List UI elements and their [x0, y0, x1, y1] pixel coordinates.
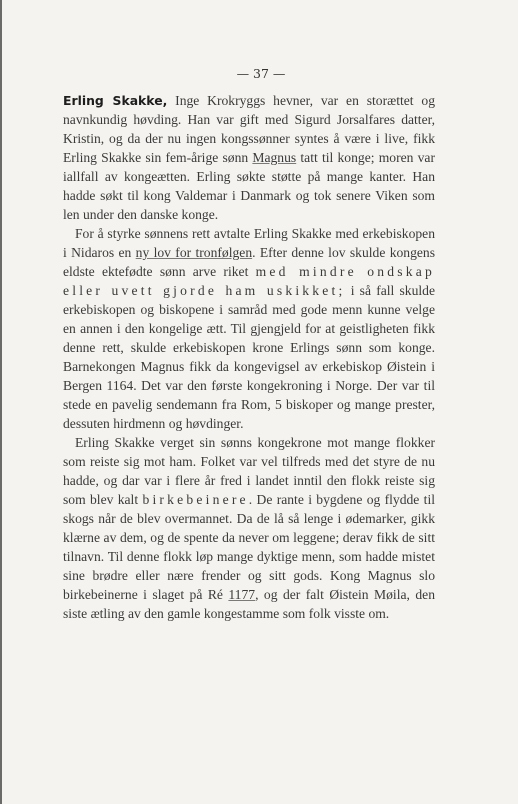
paragraph-text: Erling Skakke verget sin sønns kongekrone mot mange flokker som reiste sig mot ham. Folket var vel tilfreds med det styre de nu hadde, og dar var i flere år fred i landet inntil den flokk reiste sig som blev kalt	[63, 435, 435, 507]
spaced-emphasis-text: birkebeinere	[142, 492, 249, 507]
paragraph-text: For å styrke sønnens rett avtalte Erling Skakke med erkebiskopen i Nidaros en	[63, 226, 435, 260]
paragraph-text: Inge Krokryggs hevner, var en storættet og navnkundig høvding. Han var gift med Sigurd Jorsalfares datter, Kristin, og da der nu ingen kongssønner syntes å være i live, fikk Erling Skakke sin fem-årige sønn	[63, 93, 436, 165]
underlined-text: Magnus	[252, 150, 297, 165]
paragraph-text: tatt til konge; moren var iallfall av kongeætten. Erling søkte støtte på mange kanter. Han hadde søkt til kong Valdemar i Danmark og tok senere Viken som len under den danske konge.	[63, 150, 435, 222]
underlined-text: ny lov for tronfølgen	[135, 245, 253, 260]
paragraph-text: . De rante i bygdene og flydde til skogs når de blev overmannet. Da de lå så lenge i ødemarker, gikk klærne av dem, og de spente da never om leggene; derav fikk de sitt tilnavn. Til denne flokk løp mange dyktige menn, som hadde mistet sine brødre eller nære frender og sitt gods. Kong Magnus slo birkebeinerne i slaget på Ré	[63, 492, 436, 602]
paragraph-birkebeinere	[63, 433, 435, 623]
spaced-emphasis-text: med mindre ondskap eller uvett gjorde ham uskikket;	[63, 264, 435, 298]
paragraph-tronfolge	[63, 224, 435, 433]
body-text	[63, 91, 435, 623]
paragraph-text: . Efter denne lov skulde kongens eldste ektefødte sønn arve riket	[63, 245, 436, 279]
paragraph-text: , og der falt Øistein Møila, den siste ætling av den gamle kongestamme som folk visste om.	[63, 587, 435, 621]
underlined-year: 1177	[228, 587, 256, 602]
paragraph-heading: Erling Skakke,	[63, 93, 168, 108]
paragraph-text: i så fall skulde erkebiskopen og biskopene i samråd med gode menn kunne velge en annen i den kongelige ætt. Til gjengjeld for at geistligheten fikk denne rett, skulde erkebiskopen krone Erlings sønn som konge. Barnekongen Magnus fikk da kongevigsel av erkebiskop Øistein i Bergen 1164. Det var den første kongekroning i Norge. Der var til stede en pavelig sendemann fra Rom, 5 biskoper og mange prester, dessuten hirdmenn og høvdinger.	[63, 283, 435, 431]
page-number: — 37 —	[236, 66, 286, 81]
paragraph-erling-skakke	[63, 91, 435, 224]
